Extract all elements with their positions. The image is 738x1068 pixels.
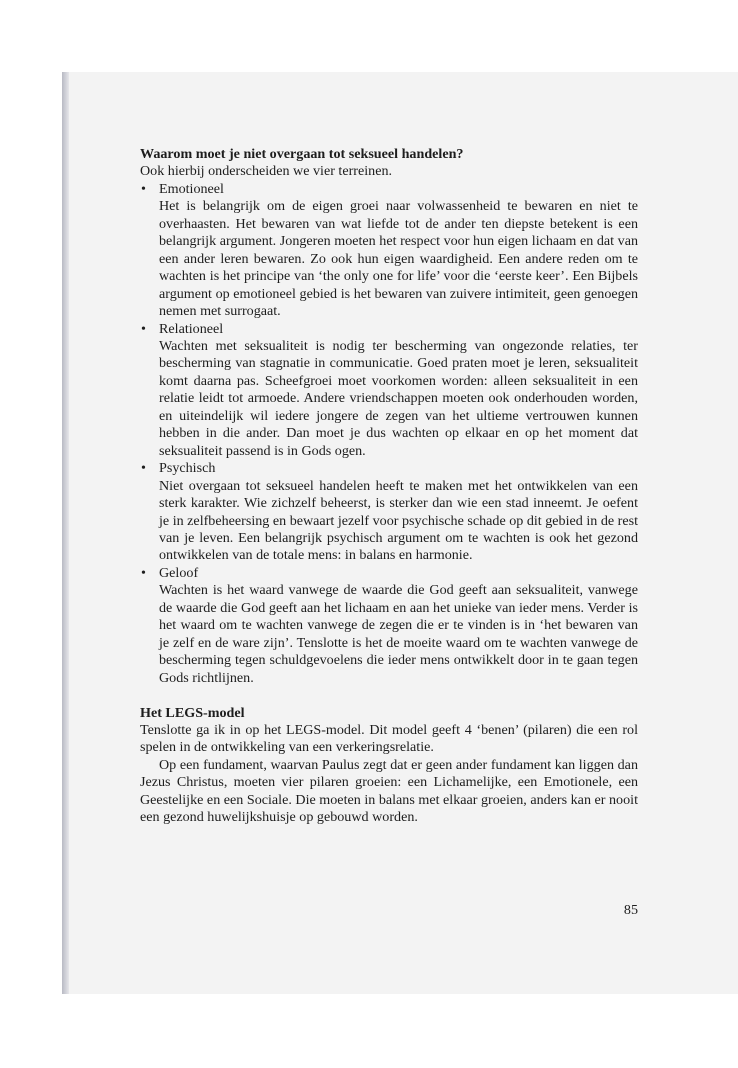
section-intro: Ook hierbij onderscheiden we vier terreinen. [140, 163, 393, 180]
item-text: Wachten met seksualiteit is nodig ter bescherming van ongezonde relaties, ter bescherming van stagnatie in communicatie. Goed praten moet je leren, seksualiteit komt daarna pas. Scheefgroei moet voorkomen worden: alleen seksualiteit in een relatie leidt tot armoede. Andere vriendschappen moeten ook onderhouden worden, en uiteindelijk wil iedere jongere de zegen van het ultieme vertrouwen kunnen hebben in die ander. Dan moet je dus wachten op elkaar en op het moment dat seksualiteit passend is in Gods ogen. [159, 337, 638, 459]
bullet-icon: • [141, 320, 146, 337]
item-title: Psychisch [159, 460, 216, 477]
list-item-relationeel [140, 321, 638, 461]
section-heading-legs: Het LEGS-model [140, 704, 245, 721]
item-title: Emotioneel [159, 180, 224, 197]
legs-paragraph-1: Tenslotte ga ik in op het LEGS-model. Dit model geeft 4 ‘benen’ (pilaren) die een rol spelen in de ontwikkeling van een verkeringsrelatie. [140, 722, 638, 756]
page-number: 85 [623, 902, 638, 918]
item-text: Niet overgaan tot seksueel handelen heeft te maken met het ontwikkelen van een sterk karakter. Wie zichzelf beheerst, is sterker dan wie een stad inneemt. Je oefent je in zelfbeheersing en bewaart jezelf voor psychische schade op dit gebied in de rest van je leven. Een belangrijk psychisch argument om te wachten is ook het gezond ontwikkelen van de totale mens: in balans en harmonie. [159, 477, 638, 564]
list-item-psychisch [140, 460, 638, 565]
book-spine-shadow [62, 72, 69, 994]
section-heading-waarom: Waarom moet je niet overgaan tot seksueel handelen? [140, 146, 464, 162]
page-content [140, 146, 638, 827]
item-text: Wachten is het waard vanwege de waarde die God geeft aan seksualiteit, vanwege de waarde die God geeft aan het lichaam en aan het unieke van ieder mens. Verder is het waard om te wachten vanwege de zegen die er te vinden is in ‘het bewaren van je zelf en de ware zijn’. Tenslotte is het de moeite waard om te wachten vanwege de bescherming tegen schuldgevoelens die ieder mens ontwikkelt door in te gaan tegen Gods richtlijnen. [159, 582, 638, 686]
legs-paragraph-2: Op een fundament, waarvan Paulus zegt dat er geen ander fundament kan liggen dan Jezus Christus, moeten vier pilaren groeien: een Lichamelijke, een Emotionele, een Geestelijke en een Sociale. Die moeten in balans met elkaar groeien, anders kan er nooit een gezond huwelijkshuisje op gebouwd worden. [140, 756, 638, 826]
bullet-icon: • [141, 460, 146, 477]
list-item-geloof [140, 565, 638, 687]
bullet-icon: • [141, 180, 146, 197]
bullet-icon: • [141, 564, 146, 581]
item-text: Het is belangrijk om de eigen groei naar volwassenheid te bewaren en niet te overhaasten. Het bewaren van wat liefde tot de ander ten diepste betekent is een belangrijk argument. Jongeren moeten het respect voor hun eigen lichaam en dat van een ander leren bewaren. Zo ook hun eigen waardigheid. Een andere reden om te wachten is het principe van ‘the only one for life’ voor die ‘eerste keer’. Een Bijbels argument op emotioneel gebied is het bewaren van zuivere intimiteit, geen genoegen nemen met surrogaat. [159, 198, 638, 320]
item-title: Relationeel [159, 320, 224, 337]
terrain-list [140, 181, 638, 687]
list-item-emotioneel [140, 181, 638, 321]
item-title: Geloof [159, 564, 199, 581]
